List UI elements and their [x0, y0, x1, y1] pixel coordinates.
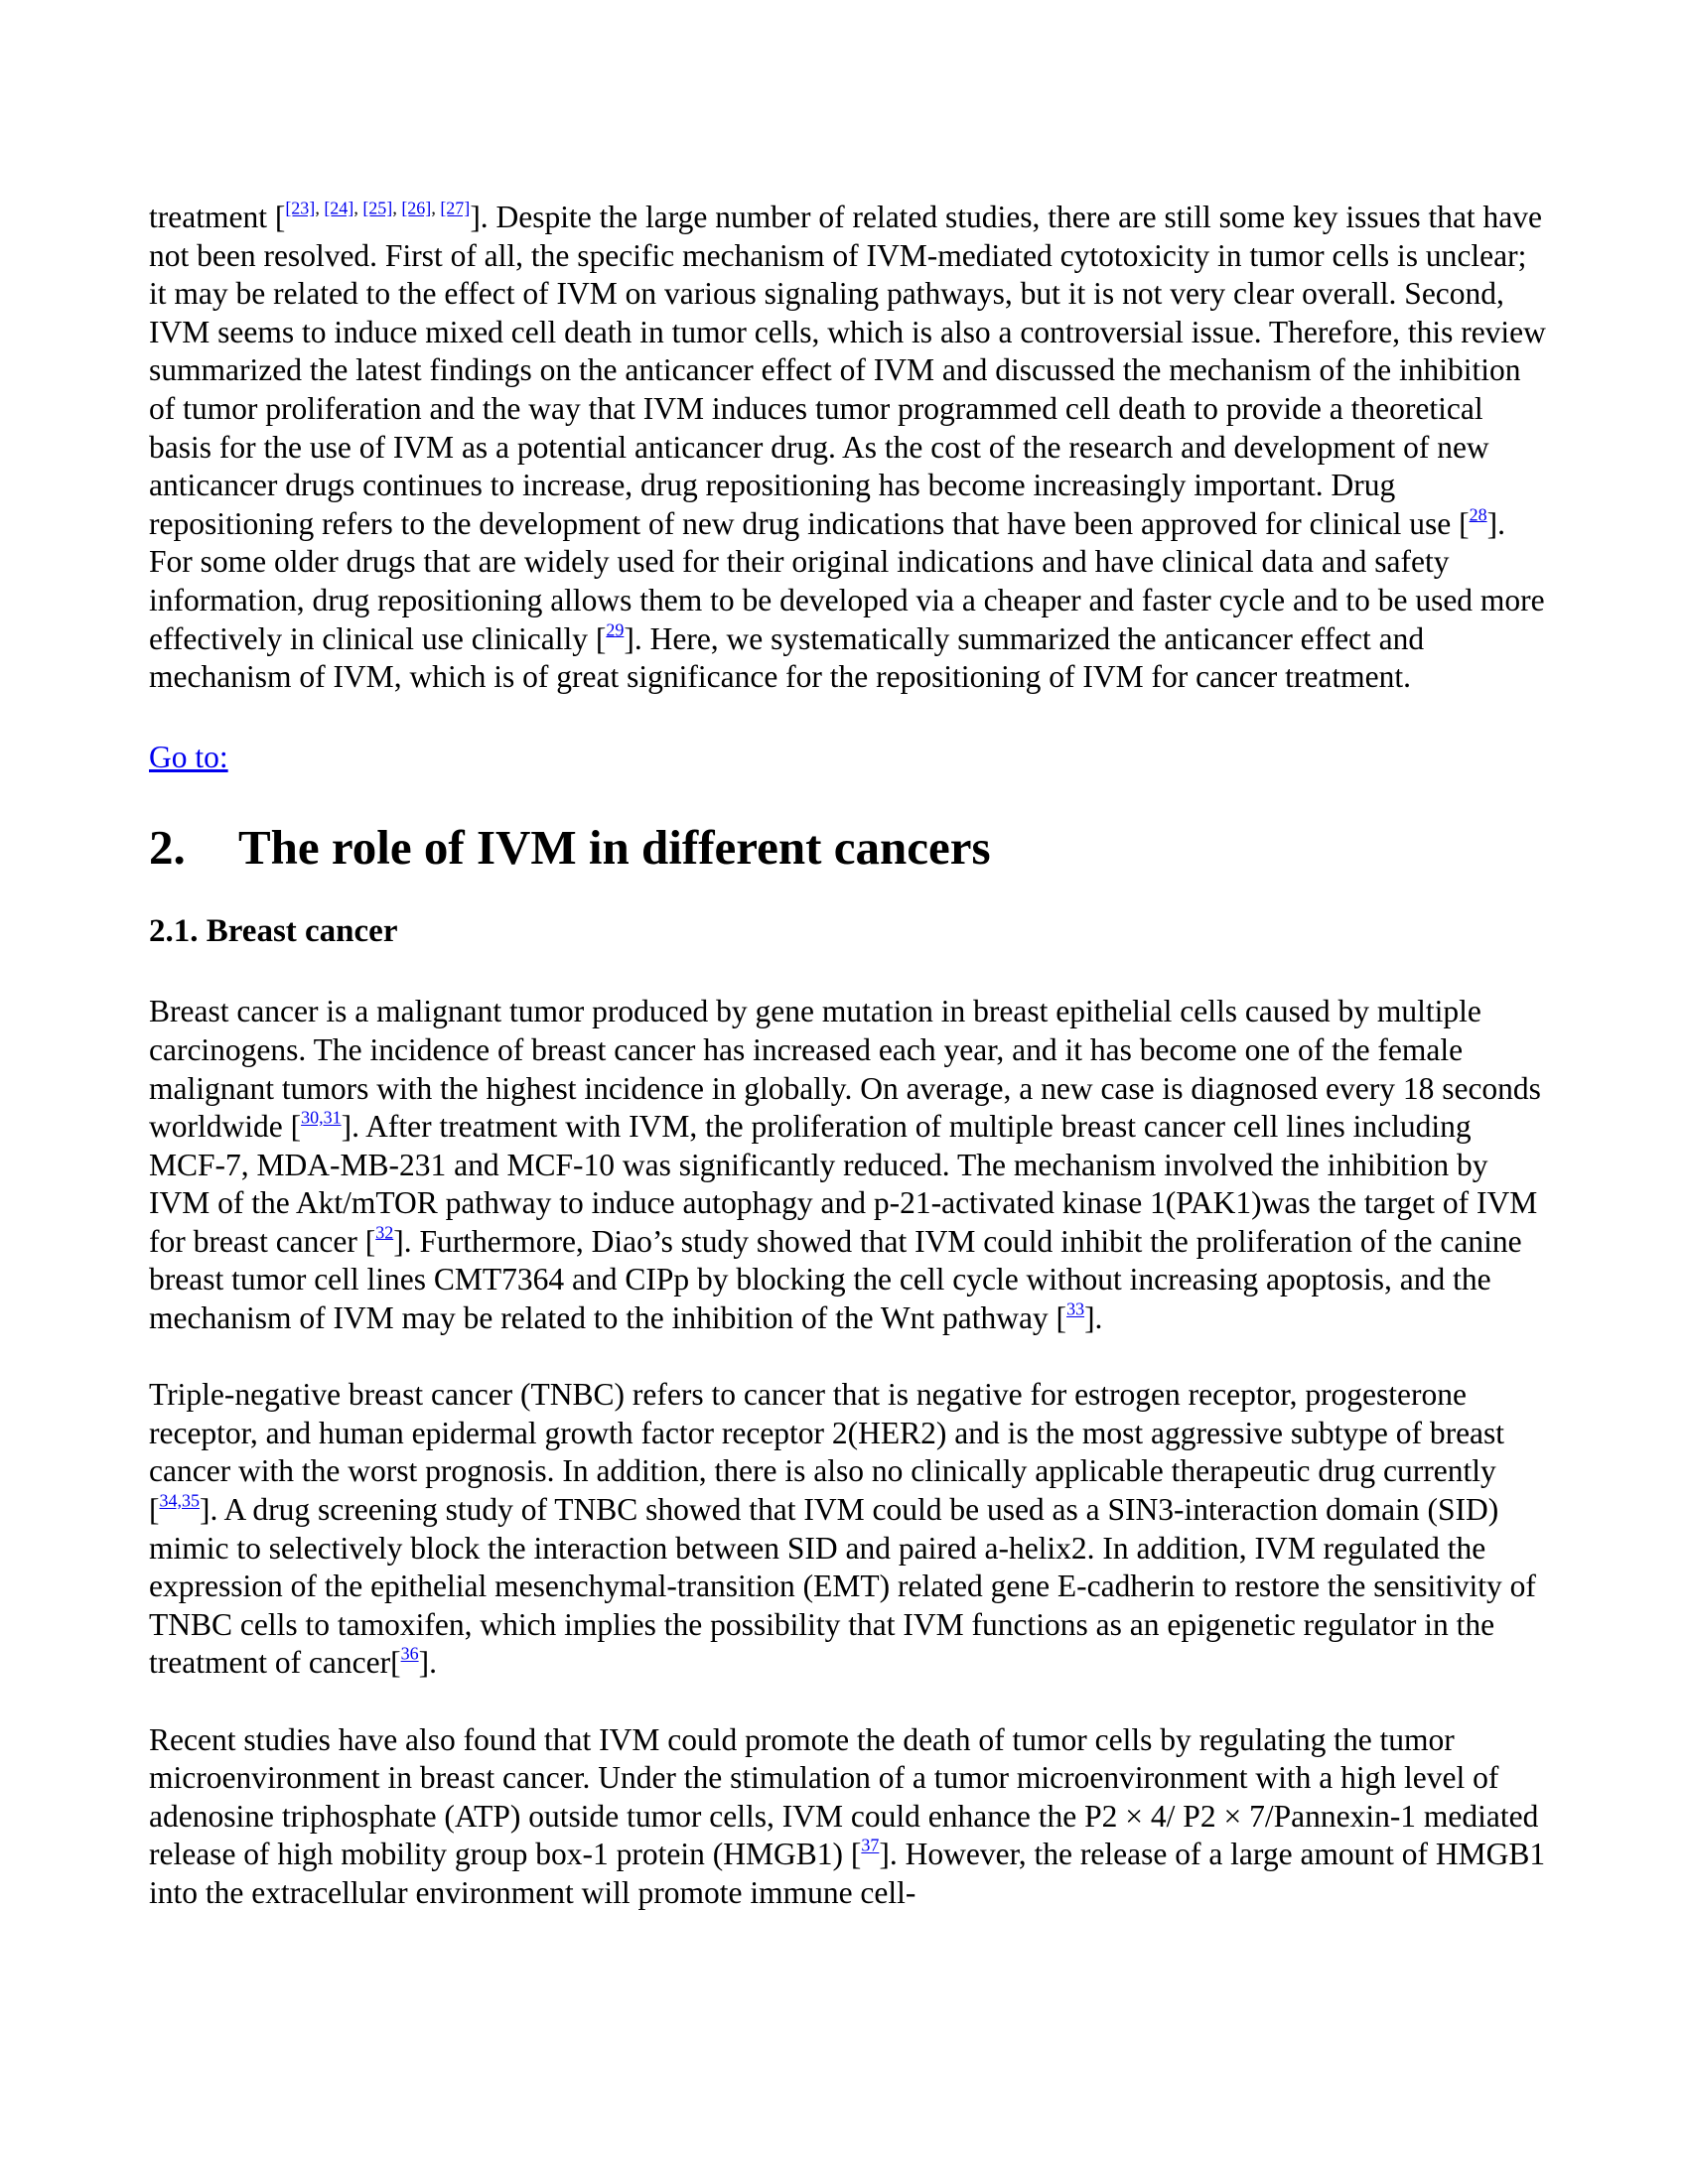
- citation-link[interactable]: 37: [861, 1835, 880, 1855]
- citation-link[interactable]: [24]: [324, 198, 354, 218]
- section-heading: [149, 820, 1549, 876]
- text-span: ]. For some older drugs that are widely used for their original indications and have clinical data and safety information, drug repositioning allows them to be developed via a cheaper and faster cycle and to be used more effectively in clinical use clinically [: [149, 505, 1545, 656]
- breast-paragraph-2: [149, 1376, 1549, 1683]
- breast-paragraph-1: [149, 993, 1549, 1337]
- text-span: ]. Here, we systematically summarized the anticancer effect and mechanism of IVM, which is of great significance for the repositioning of IVM for cancer treatment.: [149, 620, 1425, 695]
- subsection-heading: 2.1. Breast cancer: [149, 913, 398, 950]
- text-span: treatment [: [149, 200, 286, 234]
- text-span: ]. However, the release of a large amount of HMGB1 into the extracellular environment will promote immune cell-: [149, 1837, 1546, 1910]
- intro-paragraph: [149, 199, 1549, 697]
- text-span: ]. A drug screening study of TNBC showed that IVM could be used as a SIN3-interaction domain (SID) mimic to selectively block the interaction between SID and paired a-helix2. In addition, IVM regulated the expression of the epithelial mesenchymal-transition (EMT) related gene E-cadherin to restore the sensitivity of TNBC cells to tamoxifen, which implies the possibility that IVM functions as an epigenetic regulator in the treatment of cancer[: [149, 1492, 1536, 1681]
- citation-link[interactable]: 33: [1066, 1298, 1085, 1319]
- citation-link[interactable]: 30,31: [301, 1107, 342, 1128]
- citation-group: [23], [24], [25], [26], [27]: [285, 198, 471, 218]
- document-page: [149, 199, 1549, 1913]
- citation-link[interactable]: 34,35: [159, 1490, 200, 1511]
- citation-link[interactable]: [25]: [362, 198, 393, 218]
- citation-link[interactable]: 29: [606, 619, 625, 640]
- text-span: ]. Furthermore, Diao’s study showed that IVM could inhibit the proliferation of the canine breast tumor cell lines CMT7364 and CIPp by blocking the cell cycle without increasing apoptosis, and the mechanism of IVM may be related to the inhibition of the Wnt pathway [: [149, 1223, 1522, 1336]
- citation-link[interactable]: [23]: [285, 198, 316, 218]
- breast-paragraph-3: [149, 1721, 1549, 1913]
- text-span: Recent studies have also found that IVM could promote the death of tumor cells by regulating the tumor microenvironment in breast cancer. Under the stimulation of a tumor microenvironment with a high level of adenosine triphosphate (ATP) outside tumor cells, IVM could enhance the P2 × 4/ P2 × 7/Pannexin-1 mediated release of high mobility group box-1 protein (HMGB1) [: [149, 1721, 1539, 1872]
- text-span: Breast cancer is a malignant tumor produced by gene mutation in breast epithelial cells caused by multiple carcinogens. The incidence of breast cancer has increased each year, and it has become one of the female malignant tumors with the highest incidence in globally. On average, a new case is diagnosed every 18 seconds worldwide [: [149, 994, 1541, 1145]
- text-span: ]. After treatment with IVM, the proliferation of multiple breast cancer cell lines including MCF-7, MDA-MB-231 and MCF-10 was significantly reduced. The mechanism involved the inhibition by IVM of the Akt/mTOR pathway to induce autophagy and p-21-activated kinase 1(PAK1)was the target of IVM for breast cancer [: [149, 1109, 1538, 1259]
- citation-link[interactable]: [27]: [440, 198, 471, 218]
- go-to-link[interactable]: Go to:: [149, 739, 228, 774]
- text-span: Triple-negative breast cancer (TNBC) refers to cancer that is negative for estrogen receptor, progesterone receptor, and human epidermal growth factor receptor 2(HER2) and is the most aggressive subtype of breast cancer with the worst prognosis. In addition, there is also no clinically applicable therapeutic drug currently [: [149, 1377, 1505, 1528]
- text-span: ].: [1084, 1300, 1103, 1336]
- citation-link[interactable]: 28: [1469, 504, 1487, 525]
- section-title: The role of IVM in different cancers: [238, 820, 991, 876]
- section-number: 2.: [149, 820, 186, 876]
- text-span: ].: [418, 1645, 437, 1681]
- text-span: ]. Despite the large number of related studies, there are still some key issues that have not been resolved. First of all, the specific mechanism of IVM-mediated cytotoxicity in tumor cells is unclear; it may be related to the effect of IVM on various signaling pathways, but it is not very clear overall. Second, IVM seems to induce mixed cell death in tumor cells, which is also a controversial issue. Therefore, this review summarized the latest findings on the anticancer effect of IVM and discussed the mechanism of the inhibition of tumor proliferation and the way that IVM induces tumor programmed cell death to provide a theoretical basis for the use of IVM as a potential anticancer drug. As the cost of the research and development of new anticancer drugs continues to increase, drug repositioning has become increasingly important. Drug repositioning refers to the development of new drug indications that have been approved for clinical use [: [149, 200, 1546, 541]
- citation-link[interactable]: 32: [375, 1222, 394, 1243]
- citation-link[interactable]: [26]: [401, 198, 432, 218]
- citation-link[interactable]: 36: [400, 1643, 419, 1664]
